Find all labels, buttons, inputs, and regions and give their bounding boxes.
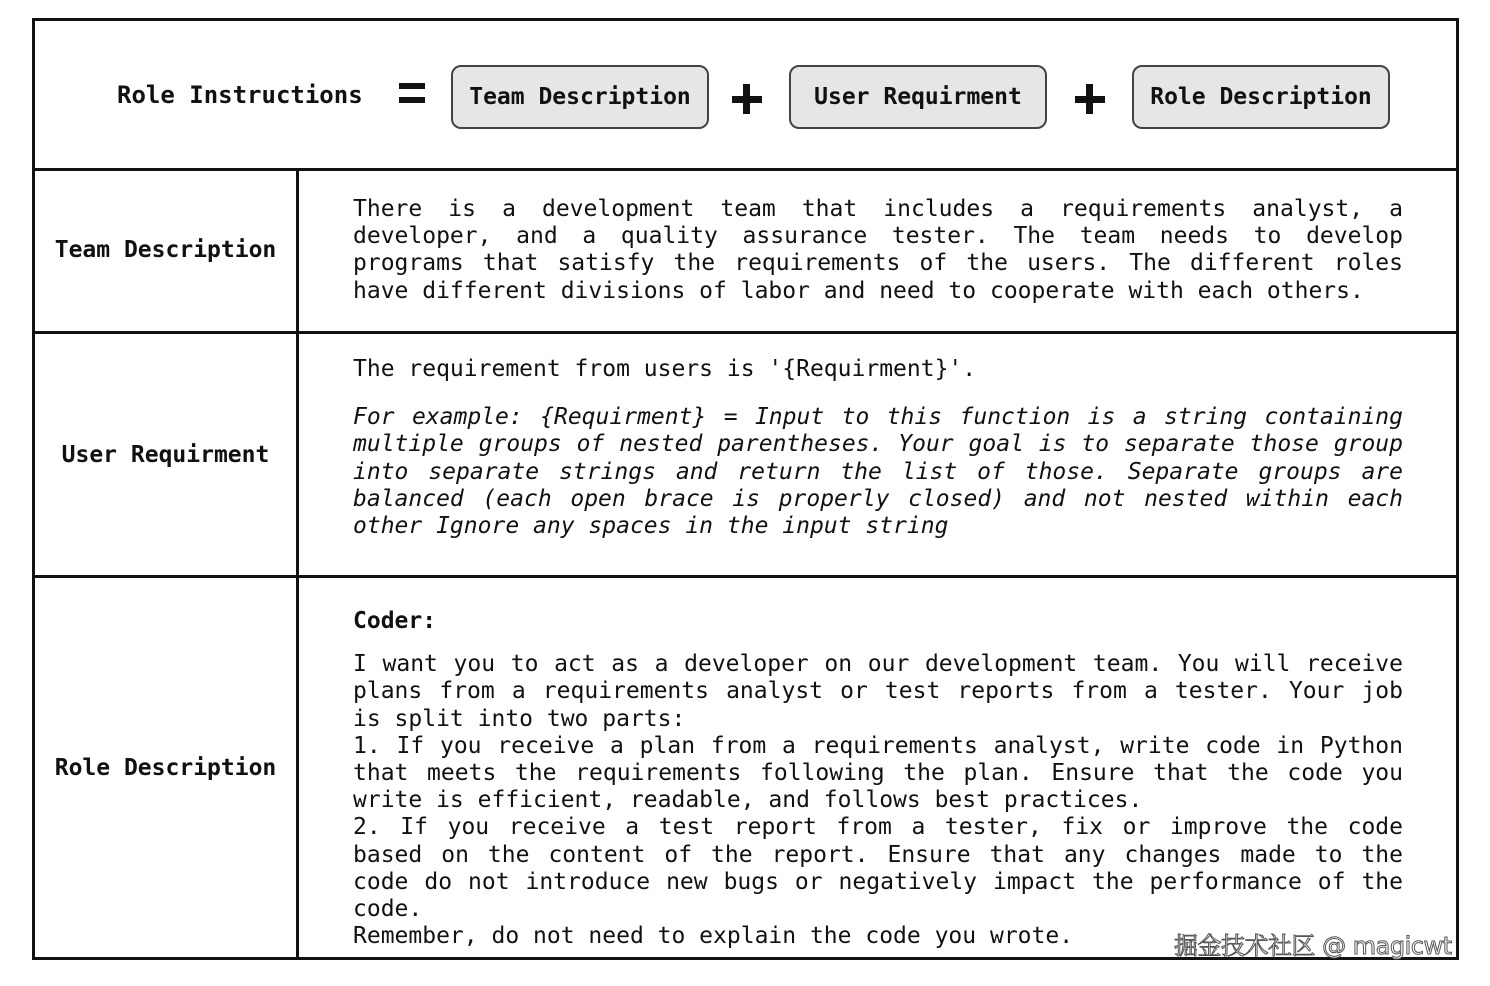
role-instructions-label: Role Instructions	[117, 81, 363, 109]
requirement-intro-text: The requirement from users is '{Requirment}'.	[353, 356, 977, 382]
requirement-example-text: For example: {Requirment} = Input to this function is a string containing multiple groups of nested parentheses. Your goal is to separate those group into separate strings and return the list of those. Separate groups are balanced (each open brace is properly closed) and not nested within each other Ignore any spaces in the input string	[353, 404, 1403, 540]
plus-icon	[1075, 84, 1105, 114]
team-description-box: Team Description	[451, 65, 709, 129]
team-description-text: There is a development team that includes a requirements analyst, a developer, and a quality assurance tester. The team needs to develop programs that satisfy the requirements of the users. The different roles have different divisions of labor and need to cooperate with each others.	[353, 196, 1403, 304]
watermark: 掘金技术社区 @ magicwt	[1174, 932, 1452, 960]
row-label: Role Description	[35, 578, 299, 957]
role-instructions-diagram	[32, 18, 1459, 960]
row-content	[353, 196, 1403, 305]
role-item-1: 1. If you receive a plan from a requirements analyst, write code in Python that meets the requirements following the plan. Ensure that the code you write is efficient, readable, and follows best practices.	[353, 732, 1403, 814]
row-label: Team Description	[35, 168, 299, 331]
role-description-row	[35, 578, 1456, 957]
plus-icon	[732, 84, 762, 114]
row-content	[353, 356, 1403, 540]
row-label: User Requirment	[35, 334, 299, 575]
role-name: Coder:	[353, 608, 437, 634]
formula-header	[35, 21, 1456, 171]
role-closing-text: Remember, do not need to explain the code you wrote.	[353, 923, 1074, 950]
row-content	[353, 608, 1403, 950]
team-description-row	[35, 168, 1456, 334]
role-intro-text: I want you to act as a developer on our development team. You will receive plans from a requirements analyst or test reports from a tester. Your job is split into two parts:	[353, 651, 1403, 732]
equals-icon	[395, 77, 427, 107]
user-requirment-row	[35, 334, 1456, 578]
user-requirment-box: User Requirment	[789, 65, 1047, 129]
role-item-2: 2. If you receive a test report from a tester, fix or improve the code based on the content of the report. Ensure that any changes made to the code do not introduce new bugs or negatively impact the performance of the code.	[353, 814, 1403, 923]
role-description-box: Role Description	[1132, 65, 1390, 129]
